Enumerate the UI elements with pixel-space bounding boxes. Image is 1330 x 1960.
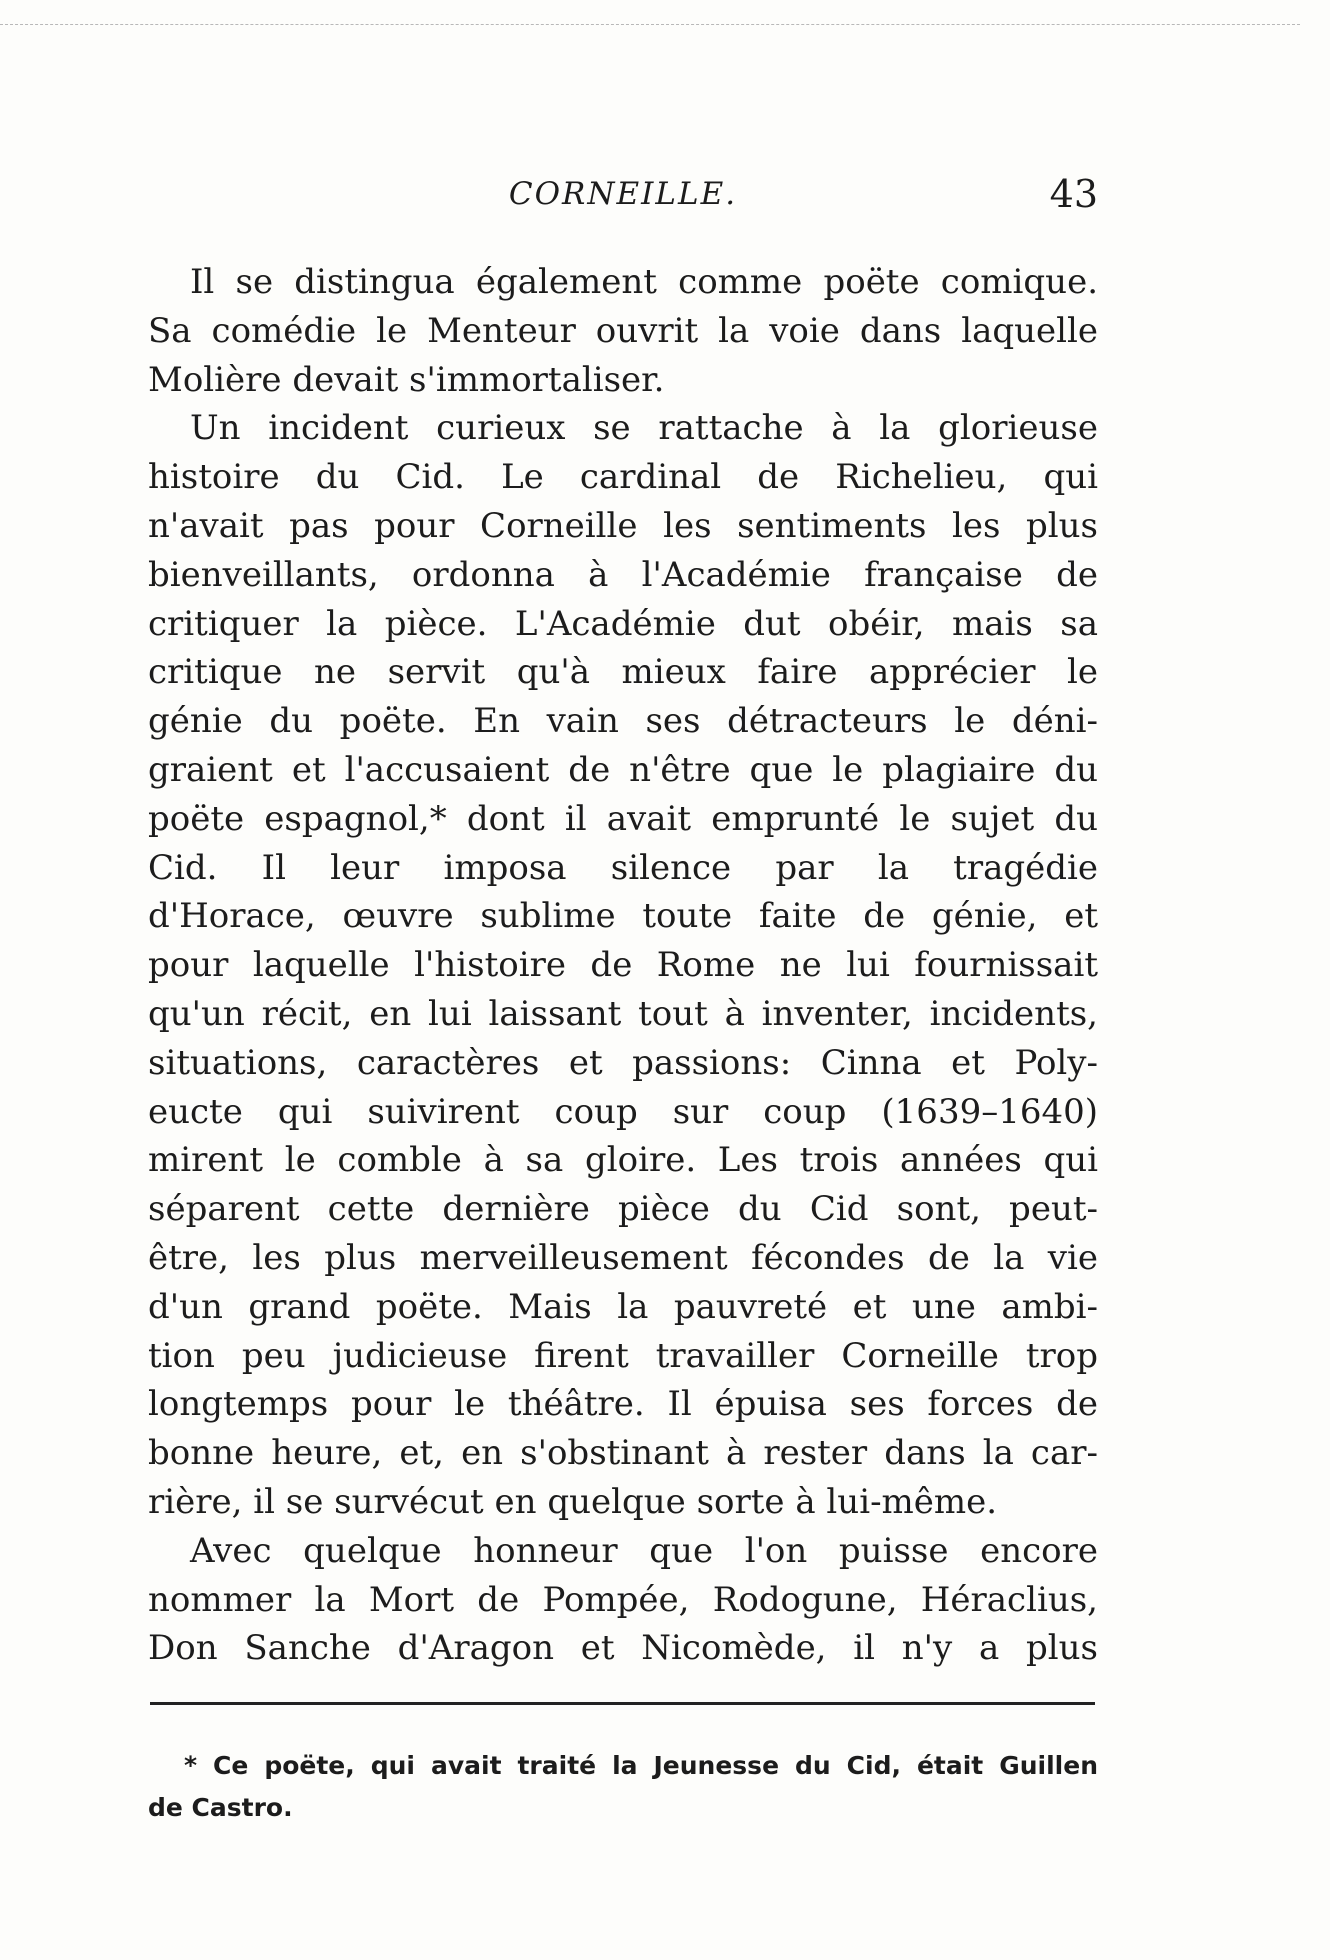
body-text [148, 258, 1098, 1673]
text-line: Don Sanche d'Aragon et Nicomède, il n'y a plus [148, 1628, 1098, 1669]
text-line: séparent cette dernière pièce du Cid sont, peut- [148, 1189, 1098, 1230]
text-line: Un incident curieux se rattache à la glorieuse [190, 408, 1098, 449]
footnote-line: de Castro. [148, 1793, 293, 1822]
text-line: critiquer la pièce. L'Académie dut obéir, mais sa [148, 603, 1098, 644]
text-line: longtemps pour le théâtre. Il épuisa ses forces de [148, 1384, 1098, 1425]
text-line: histoire du Cid. Le cardinal de Richelieu, qui [148, 457, 1098, 498]
text-line: Sa comédie le Menteur ouvrit la voie dans laquelle [148, 310, 1098, 351]
text-line: Cid. Il leur imposa silence par la tragédie [148, 847, 1098, 888]
text-line: n'avait pas pour Corneille les sentiments les plus [148, 505, 1098, 546]
text-line: d'Horace, œuvre sublime toute faite de génie, et [148, 896, 1098, 937]
text-line: mirent le comble à sa gloire. Les trois années qui [148, 1140, 1098, 1181]
page-number: 43 [1049, 172, 1098, 216]
text-line: graient et l'accusaient de n'être que le plagiaire du [148, 749, 1098, 790]
text-line: tion peu judicieuse firent travailler Corneille trop [148, 1335, 1098, 1376]
text-line: eucte qui suivirent coup sur coup (1639–1640) [148, 1091, 1098, 1132]
text-line: Il se distingua également comme poëte comique. [190, 262, 1098, 302]
footnote-divider [150, 1702, 1095, 1705]
footnote-line: * Ce poëte, qui avait traité la Jeunesse du Cid, était Guillen [184, 1751, 1098, 1780]
text-line: qu'un récit, en lui laissant tout à inventer, incidents, [148, 993, 1098, 1034]
running-title: CORNEILLE. [508, 176, 738, 212]
text-line: génie du poëte. En vain ses détracteurs le déni- [148, 701, 1098, 742]
scan-edge-line [0, 24, 1300, 25]
text-line: rière, il se survécut en quelque sorte à lui-même. [148, 1481, 998, 1522]
text-line: pour laquelle l'histoire de Rome ne lui fournissait [148, 945, 1098, 986]
text-line: situations, caractères et passions: Cinna et Poly- [148, 1042, 1098, 1083]
text-line: poëte espagnol,* dont il avait emprunté le sujet du [148, 798, 1098, 839]
text-line: nommer la Mort de Pompée, Rodogune, Héraclius, [148, 1579, 1098, 1620]
text-line: être, les plus merveilleusement fécondes de la vie [148, 1237, 1098, 1278]
footnote [148, 1745, 1098, 1829]
text-line: bonne heure, et, en s'obstinant à rester dans la car- [148, 1433, 1098, 1474]
text-line: Avec quelque honneur que l'on puisse encore [190, 1530, 1098, 1571]
running-header [148, 172, 1098, 232]
text-line: d'un grand poëte. Mais la pauvreté et une ambi- [148, 1286, 1098, 1327]
text-line: bienveillants, ordonna à l'Académie française de [148, 554, 1098, 595]
text-line: critique ne servit qu'à mieux faire apprécier le [148, 652, 1098, 693]
text-line: Molière devait s'immortaliser. [148, 359, 665, 400]
